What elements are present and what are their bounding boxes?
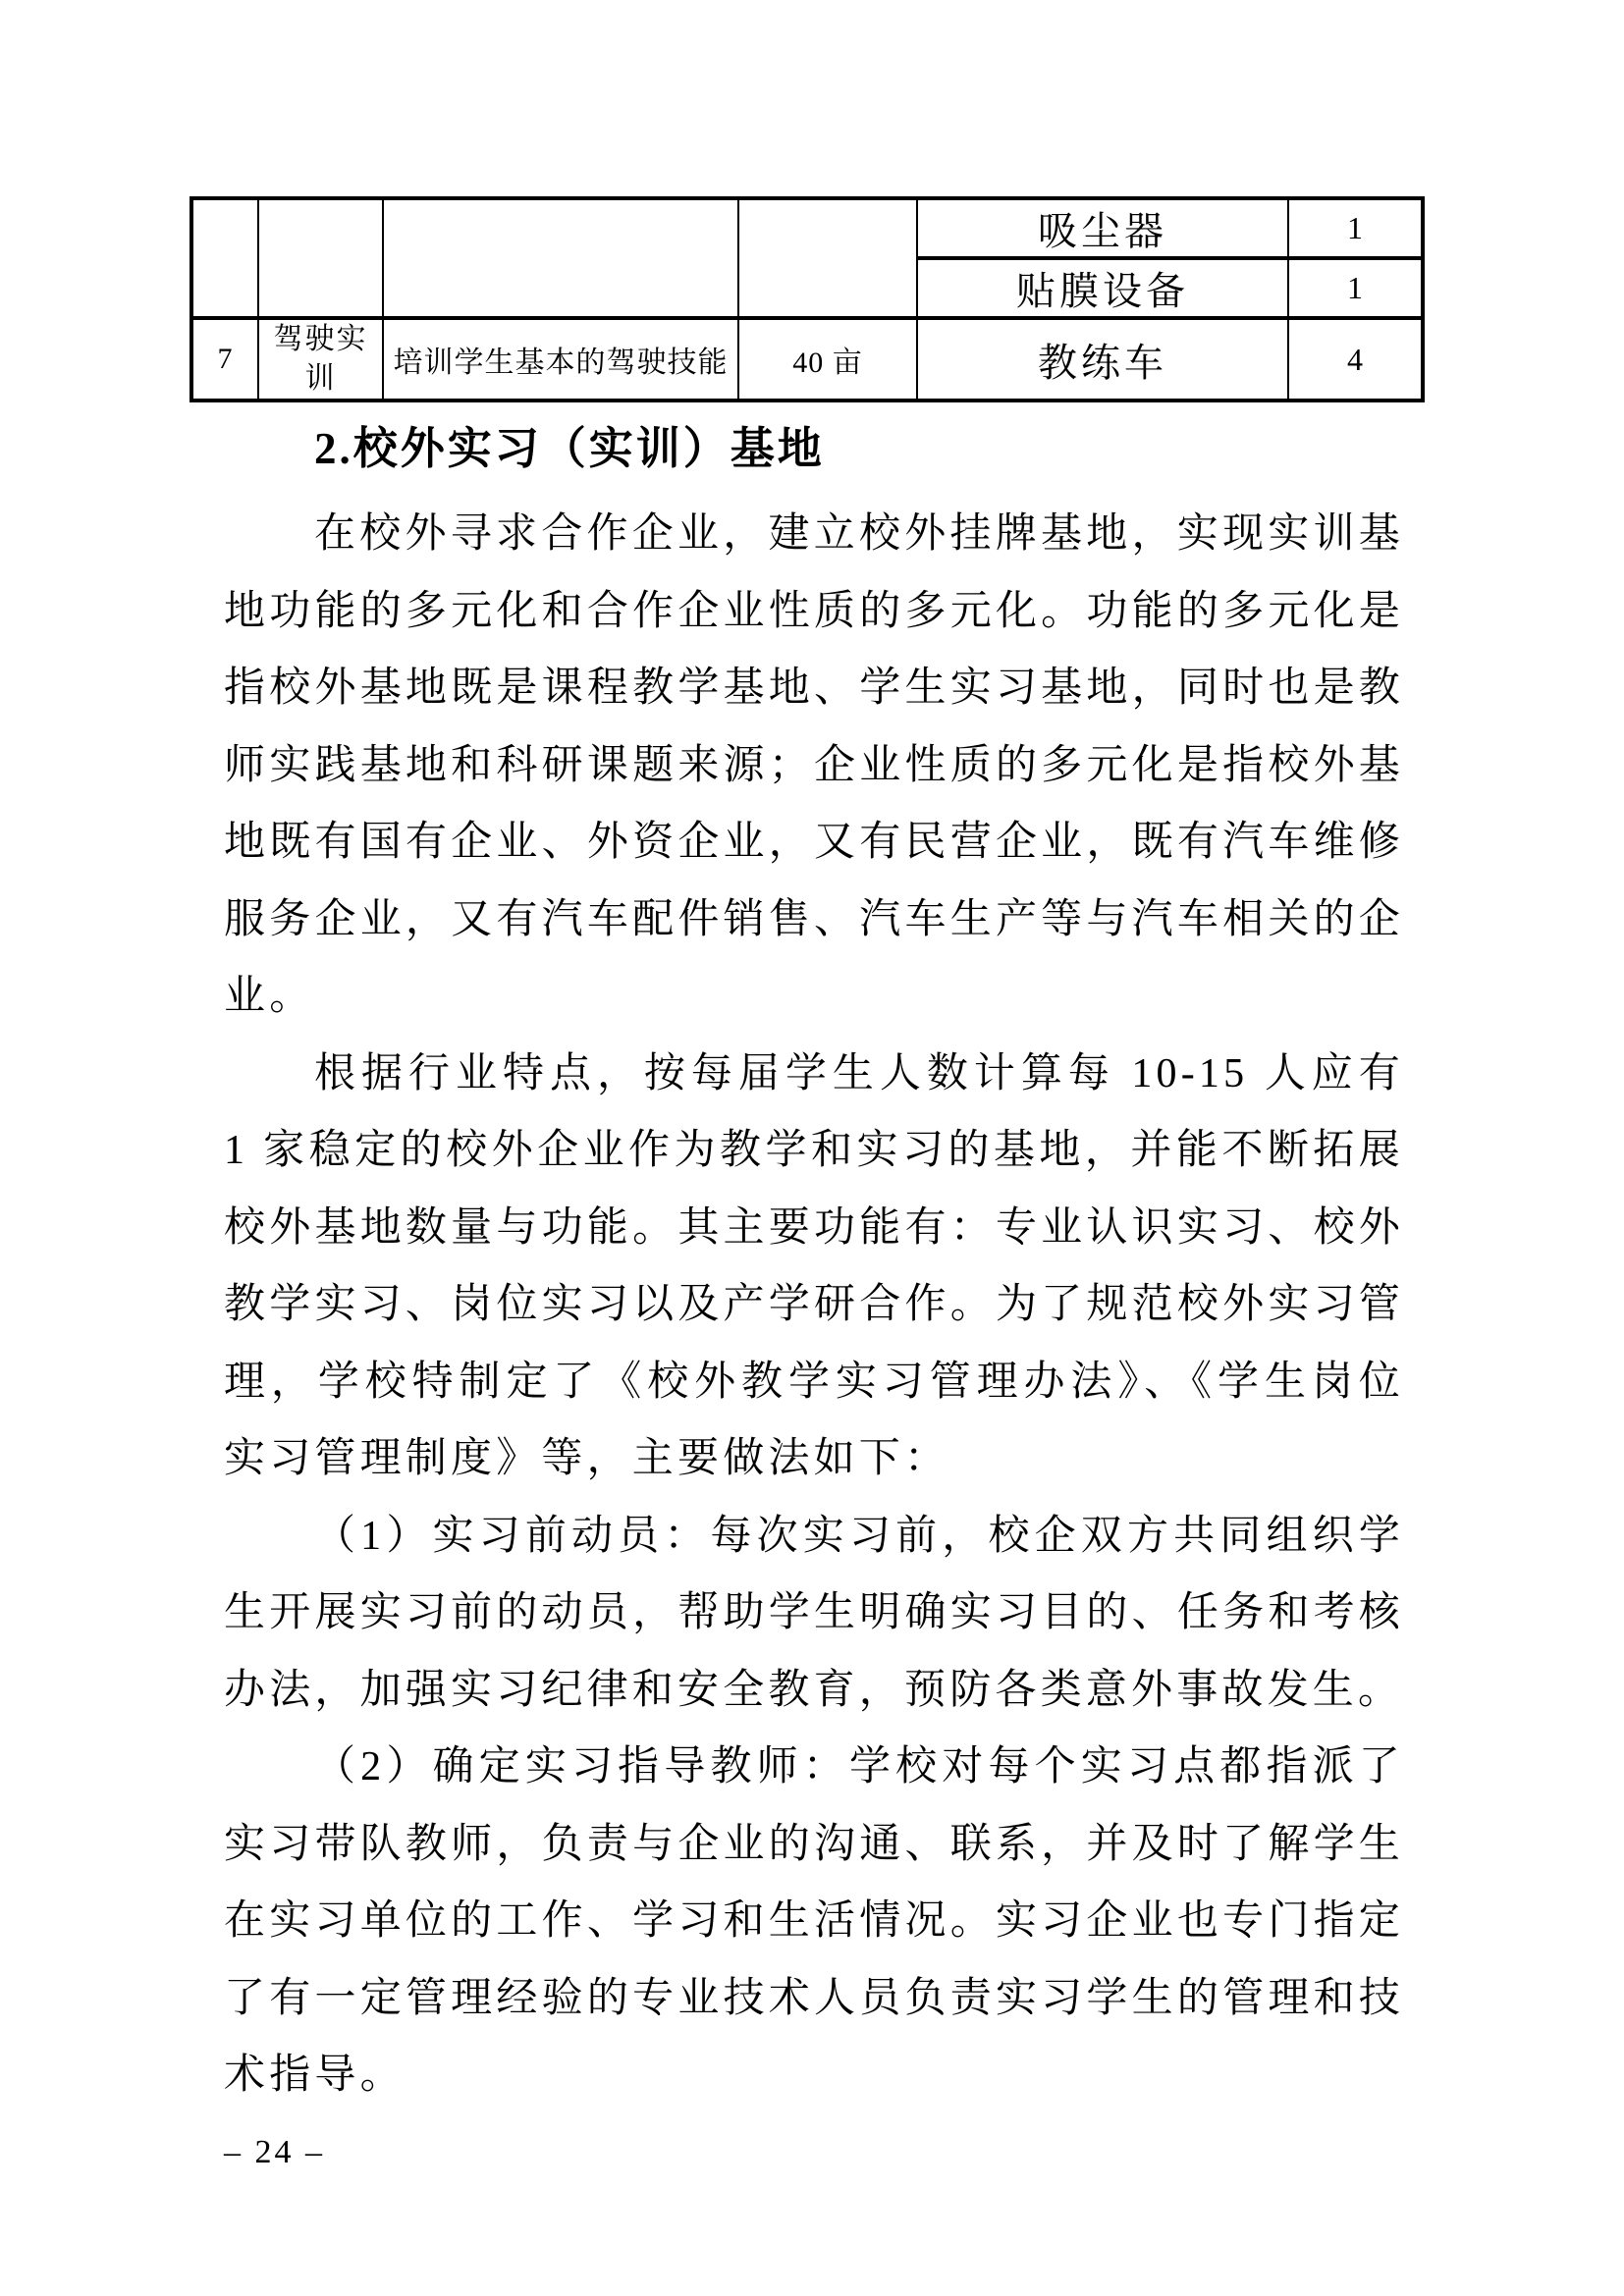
table-cell-equipment-film: 贴膜设备 [917, 258, 1288, 318]
table-cell-empty-base-name [258, 198, 383, 318]
training-base-table [189, 196, 1425, 402]
body-text-block [224, 496, 1404, 2114]
body-paragraph: （1）实习前动员：每次实习前，校企双方共同组织学生开展实习前的动员，帮助学生明确实习目的、任务和考核办法，加强实习纪律和安全教育，预防各类意外事故发生。 [224, 1513, 1404, 1713]
table-cell-equipment-vacuum: 吸尘器 [917, 198, 1288, 258]
table-cell-serial-number: 7 [191, 318, 258, 400]
table-cell-qty-film: 1 [1288, 258, 1423, 318]
table-cell-empty-function [383, 198, 738, 318]
body-paragraph: （2）确定实习指导教师：学校对每个实习点都指派了实习带队教师，负责与企业的沟通、联系，并及时了解学生在实习单位的工作、学习和生活情况。实习企业也专门指定了有一定管理经验的专业技术人员负责实习学生的管理和技术指导。 [224, 1744, 1404, 2098]
page-number: – 24 – [224, 2134, 325, 2170]
body-paragraph: 在校外寻求合作企业，建立校外挂牌基地，实现实训基地功能的多元化和合作企业性质的多元化。功能的多元化是指校外基地既是课程教学基地、学生实习基地，同时也是教师实践基地和科研课题来源；企业性质的多元化是指校外基地既有国有企业、外资企业，又有民营企业，既有汽车维修服务企业，又有汽车配件销售、汽车生产等与汽车相关的企业。 [224, 511, 1404, 1019]
table-cell-empty-area [738, 198, 917, 318]
table-cell-qty-vacuum: 1 [1288, 198, 1423, 258]
table-cell-area: 40 亩 [738, 318, 917, 400]
body-paragraph: 根据行业特点，按每届学生人数计算每 10-15 人应有 1 家稳定的校外企业作为教学和实习的基地，并能不断拓展校外基地数量与功能。其主要功能有：专业认识实习、校外教学实习、岗位实习以及产学研合作。为了规范校外实习管理，学校特制定了《校外教学实习管理办法》、《学生岗位实习管理制度》等，主要做法如下： [224, 1050, 1404, 1481]
table-cell-empty-serial [191, 198, 258, 318]
table-cell-equipment-coach-car: 教练车 [917, 318, 1288, 400]
table-cell-base-name [258, 318, 383, 400]
table-cell-qty-coach-car: 4 [1288, 318, 1423, 400]
table-cell-function: 培训学生基本的驾驶技能 [383, 318, 738, 400]
section-heading: 2.校外实习（实训）基地 [314, 424, 825, 473]
base-name-text: 驾驶实训 [273, 323, 368, 395]
